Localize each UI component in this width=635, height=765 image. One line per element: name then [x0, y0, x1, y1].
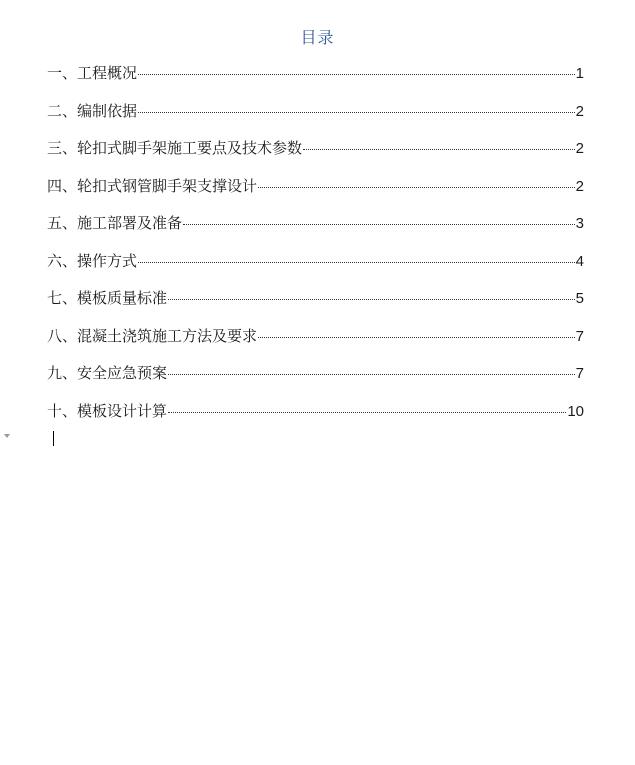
toc-entry-label: 四、轮扣式钢管脚手架支撑设计 [47, 176, 258, 195]
toc-entry-page: 7 [575, 365, 584, 382]
dot-leader [258, 187, 575, 188]
toc-entry-page: 10 [567, 402, 584, 420]
toc-entry[interactable] [47, 287, 584, 325]
toc-entry-label: 三、轮扣式脚手架施工要点及技术参数 [47, 139, 303, 157]
toc-entry[interactable] [47, 137, 584, 175]
text-cursor[interactable] [53, 431, 54, 446]
dot-leader [258, 337, 575, 338]
toc-entry-label: 五、施工部署及准备 [47, 214, 183, 232]
toc-entry[interactable] [47, 62, 584, 100]
toc-entry-page: 2 [575, 102, 584, 120]
dot-leader [138, 262, 575, 263]
toc-entry-label: 七、模板质量标准 [47, 289, 168, 307]
toc-entry[interactable] [47, 175, 584, 213]
paragraph-marker-icon [4, 434, 10, 438]
toc-entry[interactable] [47, 325, 584, 363]
dot-leader [168, 374, 575, 375]
dot-leader [168, 412, 566, 413]
toc-entry-page: 7 [575, 327, 584, 345]
toc-entry-label: 二、编制依据 [47, 101, 138, 120]
dot-leader [138, 112, 575, 113]
toc-entry-page: 4 [575, 252, 584, 270]
toc-entry-page: 1 [575, 65, 584, 82]
toc-entry-label: 十、模板设计计算 [47, 401, 168, 420]
toc-entry-label: 八、混凝土浇筑施工方法及要求 [47, 326, 258, 345]
toc-entry[interactable] [47, 362, 584, 400]
toc-entry[interactable] [47, 100, 584, 138]
toc-entry-page: 2 [575, 177, 584, 195]
toc-entry-label: 九、安全应急预案 [47, 364, 168, 382]
dot-leader [303, 149, 575, 150]
dot-leader [168, 299, 575, 300]
toc-entry[interactable] [47, 212, 584, 250]
toc-entry[interactable] [47, 400, 584, 438]
toc-entry[interactable] [47, 250, 584, 288]
toc-entry-page: 2 [575, 140, 584, 157]
toc-entry-label: 六、操作方式 [47, 251, 138, 270]
table-of-contents [47, 62, 584, 437]
toc-entry-page: 3 [575, 215, 584, 232]
toc-entry-page: 5 [575, 290, 584, 307]
toc-title: 目录 [300, 28, 335, 47]
toc-entry-label: 一、工程概况 [47, 64, 138, 82]
dot-leader [138, 74, 575, 75]
dot-leader [183, 224, 575, 225]
